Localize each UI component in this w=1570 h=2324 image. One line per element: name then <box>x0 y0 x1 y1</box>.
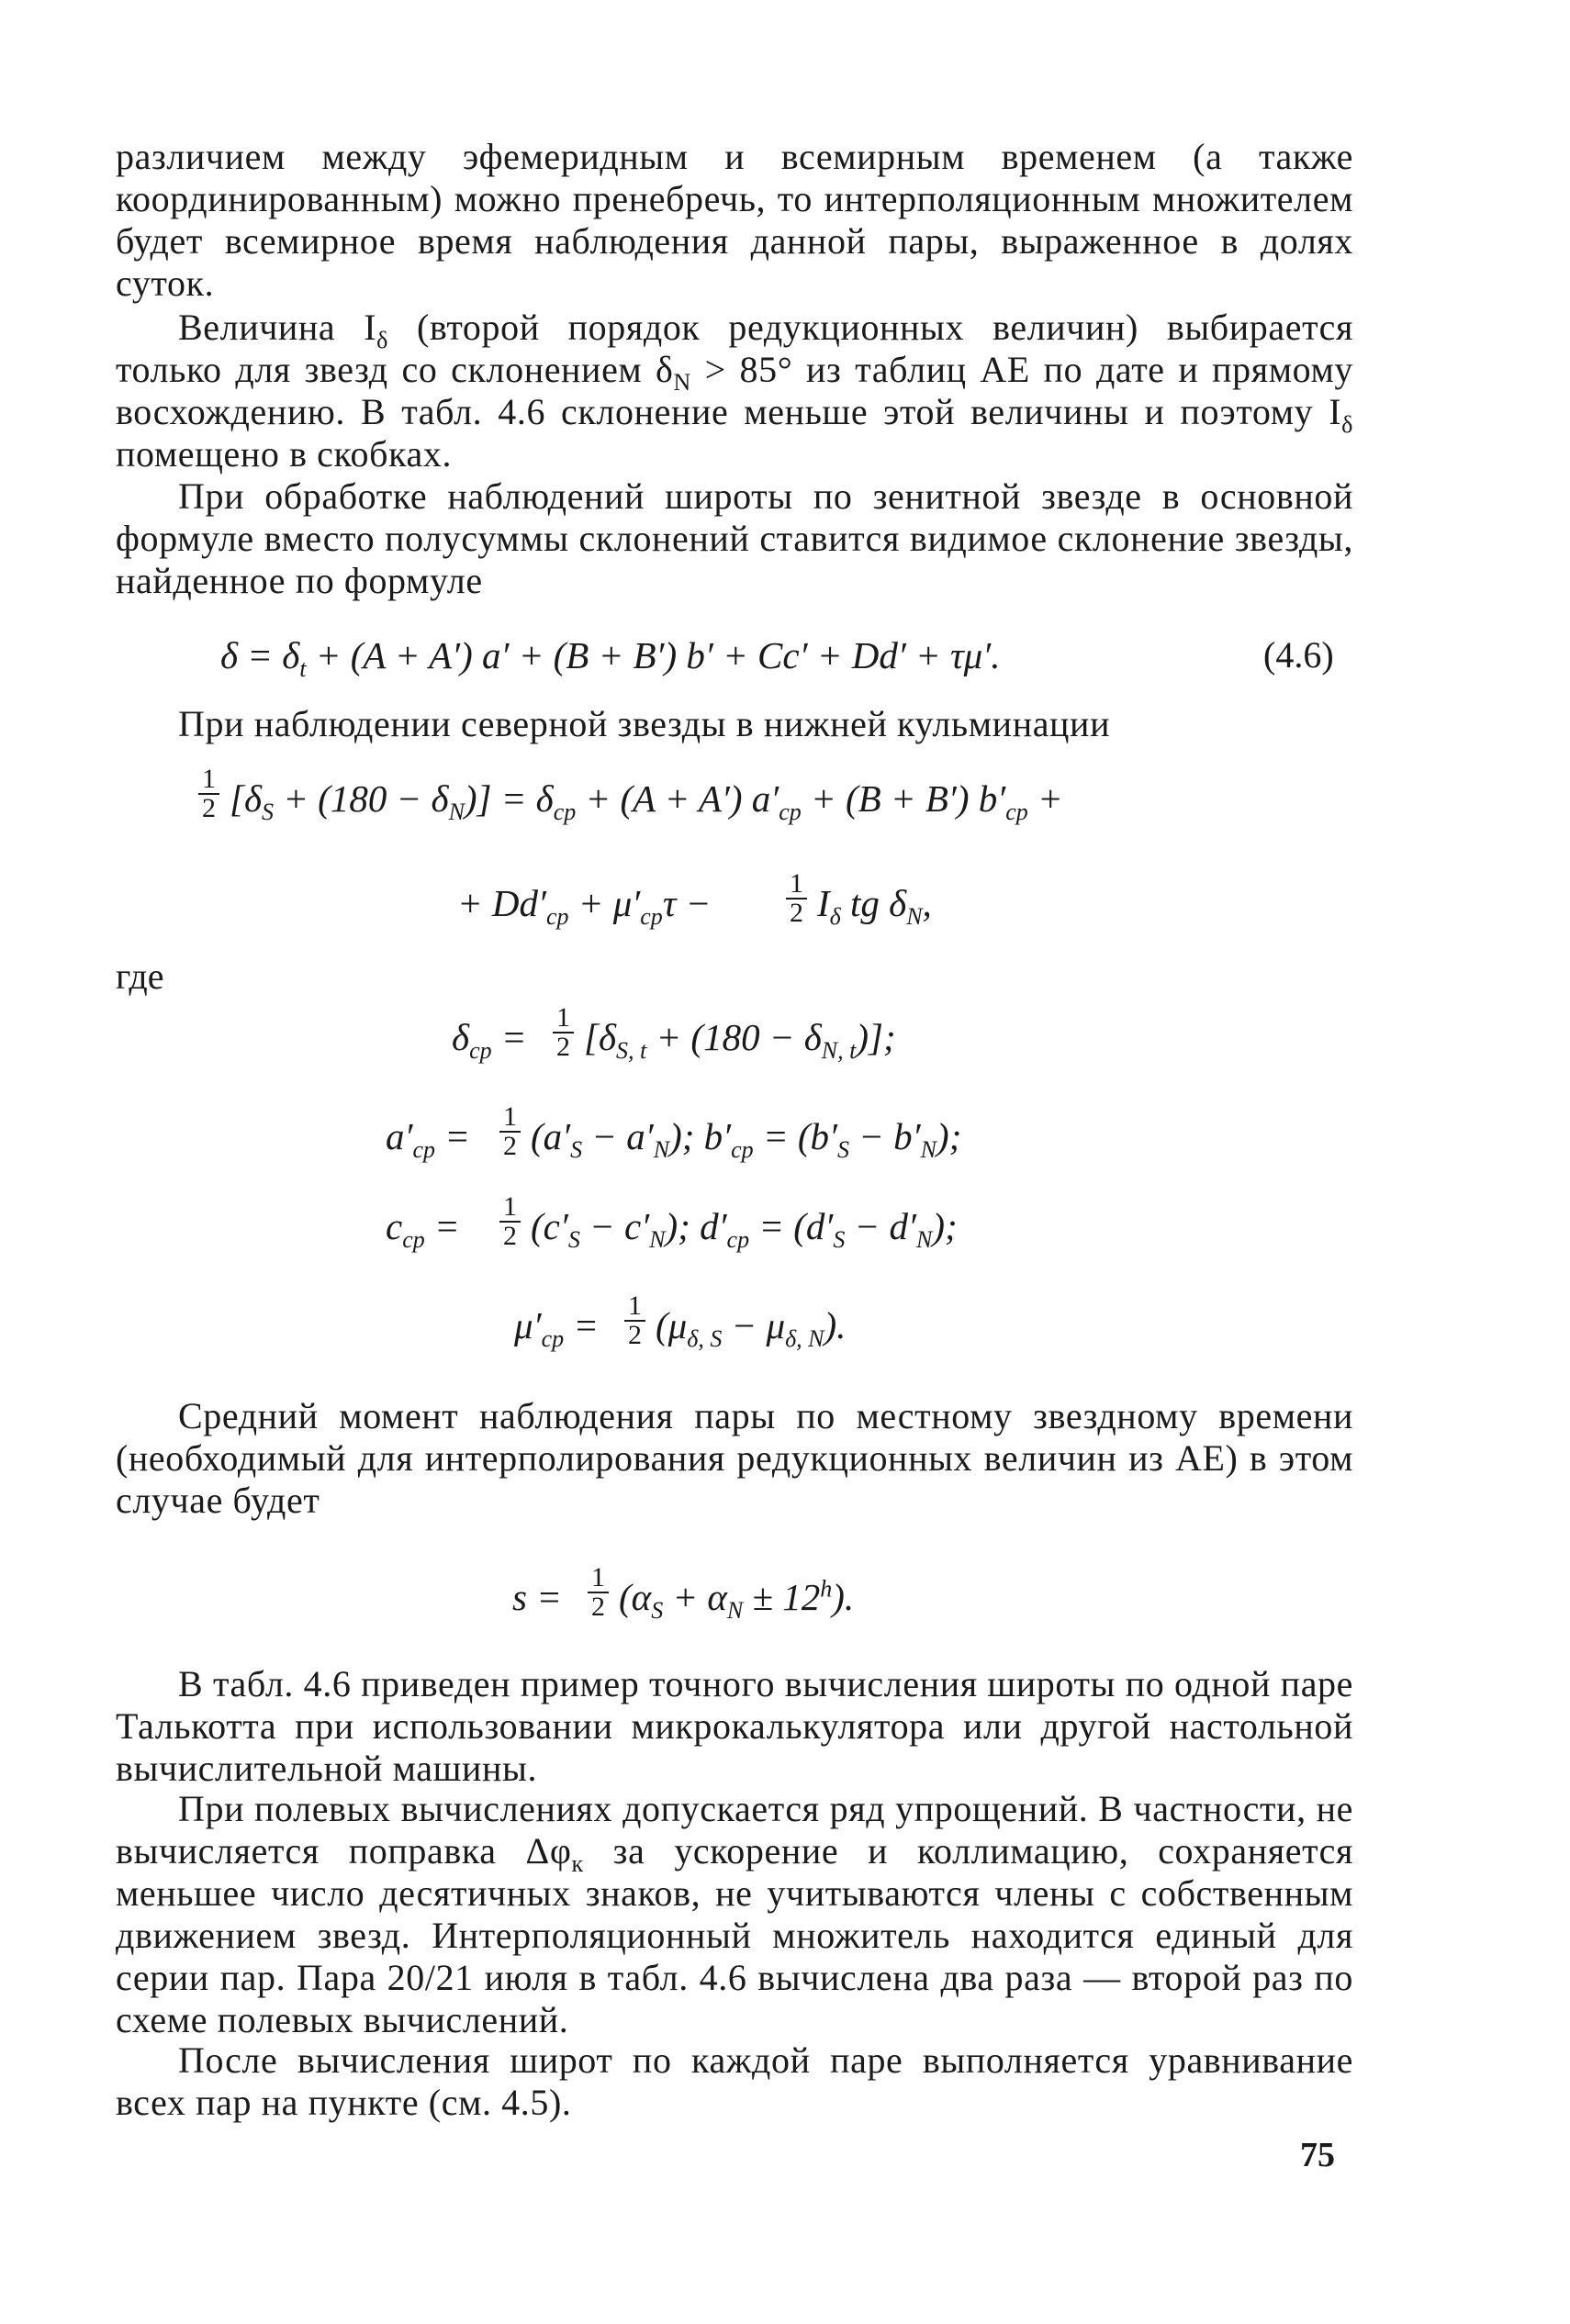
definition-delta-rhs: $[\delta_{S, t} + (180 - \delta_{N, t})]$; <box>584 1016 896 1065</box>
definition-mu-rhs: $(\mu_{\delta, S} - \mu_{\delta, N})$. <box>656 1304 847 1353</box>
equation-s-lhs: s = <box>512 1576 562 1618</box>
paragraph-4: При наблюдении северной звезды в нижней кульминации <box>178 703 1111 744</box>
paragraph-6: В табл. 4.6 приведен пример точного вычисления широты по одной паре Талькотта при использовании микрокалькулятора или другой настольной вычислительной машины. <box>116 1663 1353 1789</box>
paragraph-1: различием между эфемеридным и всемирным временем (а также координированным) можно пренебречь, то интерполяционным множителем будет всемирное время наблюдения данной пары, выраженное в долях суток. <box>116 136 1353 304</box>
definition-delta-lhs: $\delta_{ср}$ = <box>452 1016 527 1065</box>
half-fraction: $\frac{1}{2}$ <box>782 870 811 927</box>
definition-c-rhs: $(c'_S - c'_N)$; $d'_{ср} = (d'_S - d'_N)$; <box>531 1205 958 1254</box>
equation-s-rhs: $(\alpha_S + \alpha_N \pm 12^h)$. <box>619 1575 855 1625</box>
half-fraction: $\frac{1}{2}$ <box>584 1564 612 1621</box>
equation-number: (4.6) <box>1263 634 1334 676</box>
equation-north-line-2-body: + $Dd'_{ср} + \mu'_{ср}\tau$ − <box>457 882 712 931</box>
half-fraction: $\frac{1}{2}$ <box>496 1193 524 1250</box>
where-label: где <box>116 955 164 997</box>
paragraph-2: Величина $I_\delta$ (второй порядок редукционных величин) выбирается только для звезд со склонением $\delta_N > 85^\circ$ из таблиц АЕ по дате и прямому восхождению. В табл. 4.6 склонение меньше этой величины и поэтому $I_\delta$ помещено в скобках. <box>116 307 1353 475</box>
page-number: 75 <box>1300 2136 1335 2174</box>
equation-north-line-1-body: $[\delta_S + (180 - \delta_N)] = \delta_{ср} + (A + A') a'_{ср} + (B + B') b'_{ср}$ + <box>230 777 1063 826</box>
half-fraction: $\frac{1}{2}$ <box>621 1292 649 1349</box>
definition-a-lhs: $a'_{ср}$ = <box>386 1115 470 1164</box>
paragraph-8: После вычисления широт по каждой паре выполняется уравнивание всех пар на пункте (см. 4.5). <box>116 2039 1353 2123</box>
equation-north-line-2-tail: $I_\delta$ tg $\delta_N$, <box>817 882 932 931</box>
definition-a-rhs: $(a'_S - a'_N)$; $b'_{ср} = (b'_S - b'_N)$; <box>531 1115 962 1164</box>
half-fraction: $\frac{1}{2}$ <box>195 765 223 822</box>
paragraph-7: При полевых вычислениях допускается ряд упрощений. В частности, не вычисляется поправка $\Delta\varphi_к$ за ускорение и коллимацию, сохраняется меньшее число десятичных знаков, не учитываются члены с собственным движением звезд. Интерполяционный множитель находится единый для серии пар. Пара 20/21 июля в табл. 4.6 вычислена два раза — второй раз по схеме полевых вычислений. <box>116 1788 1353 2040</box>
paragraph-3: При обработке наблюдений широты по зенитной звезде в основной формуле вместо полусуммы склонений ставится видимое склонение звезды, найденное по формуле <box>116 475 1353 601</box>
paragraph-5: Средний момент наблюдения пары по местному звездному времени (необходимый для интерполирования редукционных величин из АЕ) в этом случае будет <box>116 1395 1353 1521</box>
half-fraction: $\frac{1}{2}$ <box>549 1004 578 1061</box>
equation-4-6-body: $\delta = \delta_t + (A + A') a' + (B + B') b' + Cc' + Dd' + \tau\mu'$. <box>220 634 1001 683</box>
definition-c-lhs: $c_{ср}$ = <box>386 1205 460 1254</box>
definition-mu-lhs: $\mu'_{ср}$ = <box>514 1304 600 1353</box>
half-fraction: $\frac{1}{2}$ <box>496 1103 524 1160</box>
